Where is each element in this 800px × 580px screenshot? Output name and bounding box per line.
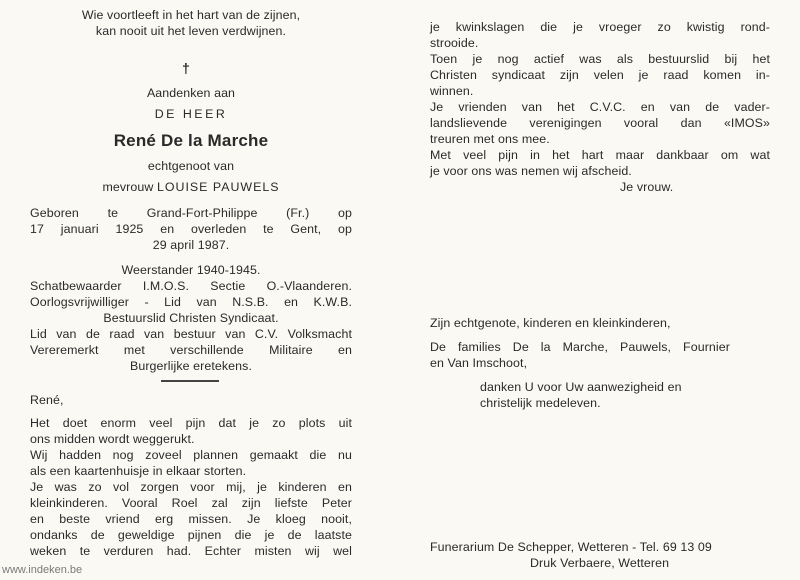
letter-line: Je vrienden van het C.V.C. en van de vader- <box>430 100 770 114</box>
letter-line: Toen je nog actief was als bestuurslid bij het <box>430 52 770 66</box>
letter-line: Je was zo vol zorgen voor mij, je kinderen en <box>30 480 352 494</box>
printer-line: Druk Verbaere, Wetteren <box>530 556 670 570</box>
letter-line: winnen. <box>430 84 474 98</box>
letter-line: strooide. <box>430 36 479 50</box>
verse-line-2: kan nooit uit het leven verdwijnen. <box>95 24 287 38</box>
letter-line: je voor ons was nemen wij afscheid. <box>430 164 632 178</box>
dates-line-2: 17 januari 1925 en overleden te Gent, op <box>30 222 352 236</box>
letter-line: weken te verduren had. Echter misten wij wel <box>30 544 352 558</box>
dates-line-3: 29 april 1987. <box>152 238 230 252</box>
merit-line: Lid van de raad van bestuur van C.V. Volksmacht <box>30 327 352 341</box>
letter-line: landslievende verenigingen vooral dan «IMOS» <box>430 116 770 130</box>
cross-icon: † <box>182 60 190 76</box>
merit-line: Burgerlijke eretekens. <box>129 359 253 373</box>
merit-line: Vereremerkt met verschillende Militaire en <box>30 343 352 357</box>
dates-line-1: Geboren te Grand-Fort-Philippe (Fr.) op <box>30 206 352 220</box>
family-line: De families De la Marche, Pauwels, Fournier <box>430 340 730 354</box>
letter-line: Wij hadden nog zoveel plannen gemaakt die nu <box>30 448 352 462</box>
letter-line: kleinkinderen. Vooral Roel zal zijn liefste Peter <box>30 496 352 510</box>
letter-line: treuren met ons mee. <box>430 132 550 146</box>
letter-line: je kwinkslagen die je vroeger zo kwistig rond- <box>430 20 770 34</box>
thanks-line: christelijk medeleven. <box>480 396 601 410</box>
spouse-intro: echtgenoot van <box>147 159 235 173</box>
letter-line: Met veel pijn in het hart maar dankbaar om wat <box>430 148 770 162</box>
de-heer-text: DE HEER <box>154 107 228 121</box>
merit-line: Weerstander 1940-1945. <box>121 263 261 277</box>
spouse-name: LOUISE PAUWELS <box>156 180 280 194</box>
spouse-line <box>30 180 352 195</box>
letter-line: ondanks de geweldige pijnen die je de laatste <box>30 528 352 542</box>
printer-line: Funerarium De Schepper, Wetteren - Tel. 69 13 09 <box>430 540 712 554</box>
merit-line: Schatbewaarder I.M.O.S. Sectie O.-Vlaanderen. <box>30 279 352 293</box>
family-line: en Van Imschoot, <box>430 356 528 370</box>
aandenken-text: Aandenken aan <box>146 86 236 100</box>
family-line: Zijn echtgenote, kinderen en kleinkinderen, <box>430 316 671 330</box>
signature: Je vrouw. <box>620 180 674 194</box>
merit-line: Oorlogsvrijwilliger - Lid van N.S.B. en K.W.B. <box>30 295 352 309</box>
letter-line: ons midden wordt weggerukt. <box>30 432 195 446</box>
salutation: René, <box>30 393 64 407</box>
deceased-name: René De la Marche <box>113 131 269 150</box>
letter-line: en beste vriend erg missen. Je kloeg nooit, <box>30 512 352 526</box>
merit-line: Bestuurslid Christen Syndicaat. <box>103 311 279 325</box>
thanks-line: danken U voor Uw aanwezigheid en <box>480 380 682 394</box>
divider <box>161 380 219 382</box>
letter-line: Het doet enorm veel pijn dat je zo plots uit <box>30 416 352 430</box>
watermark: www.indeken.be <box>2 564 83 576</box>
verse-line-1: Wie voortleeft in het hart van de zijnen, <box>81 8 301 22</box>
letter-line: Christen syndicaat zijn velen je raad komen in- <box>430 68 770 82</box>
spouse-prefix: mevrouw <box>102 180 154 194</box>
letter-line: als een kaartenhuisje in elkaar storten. <box>30 464 247 478</box>
